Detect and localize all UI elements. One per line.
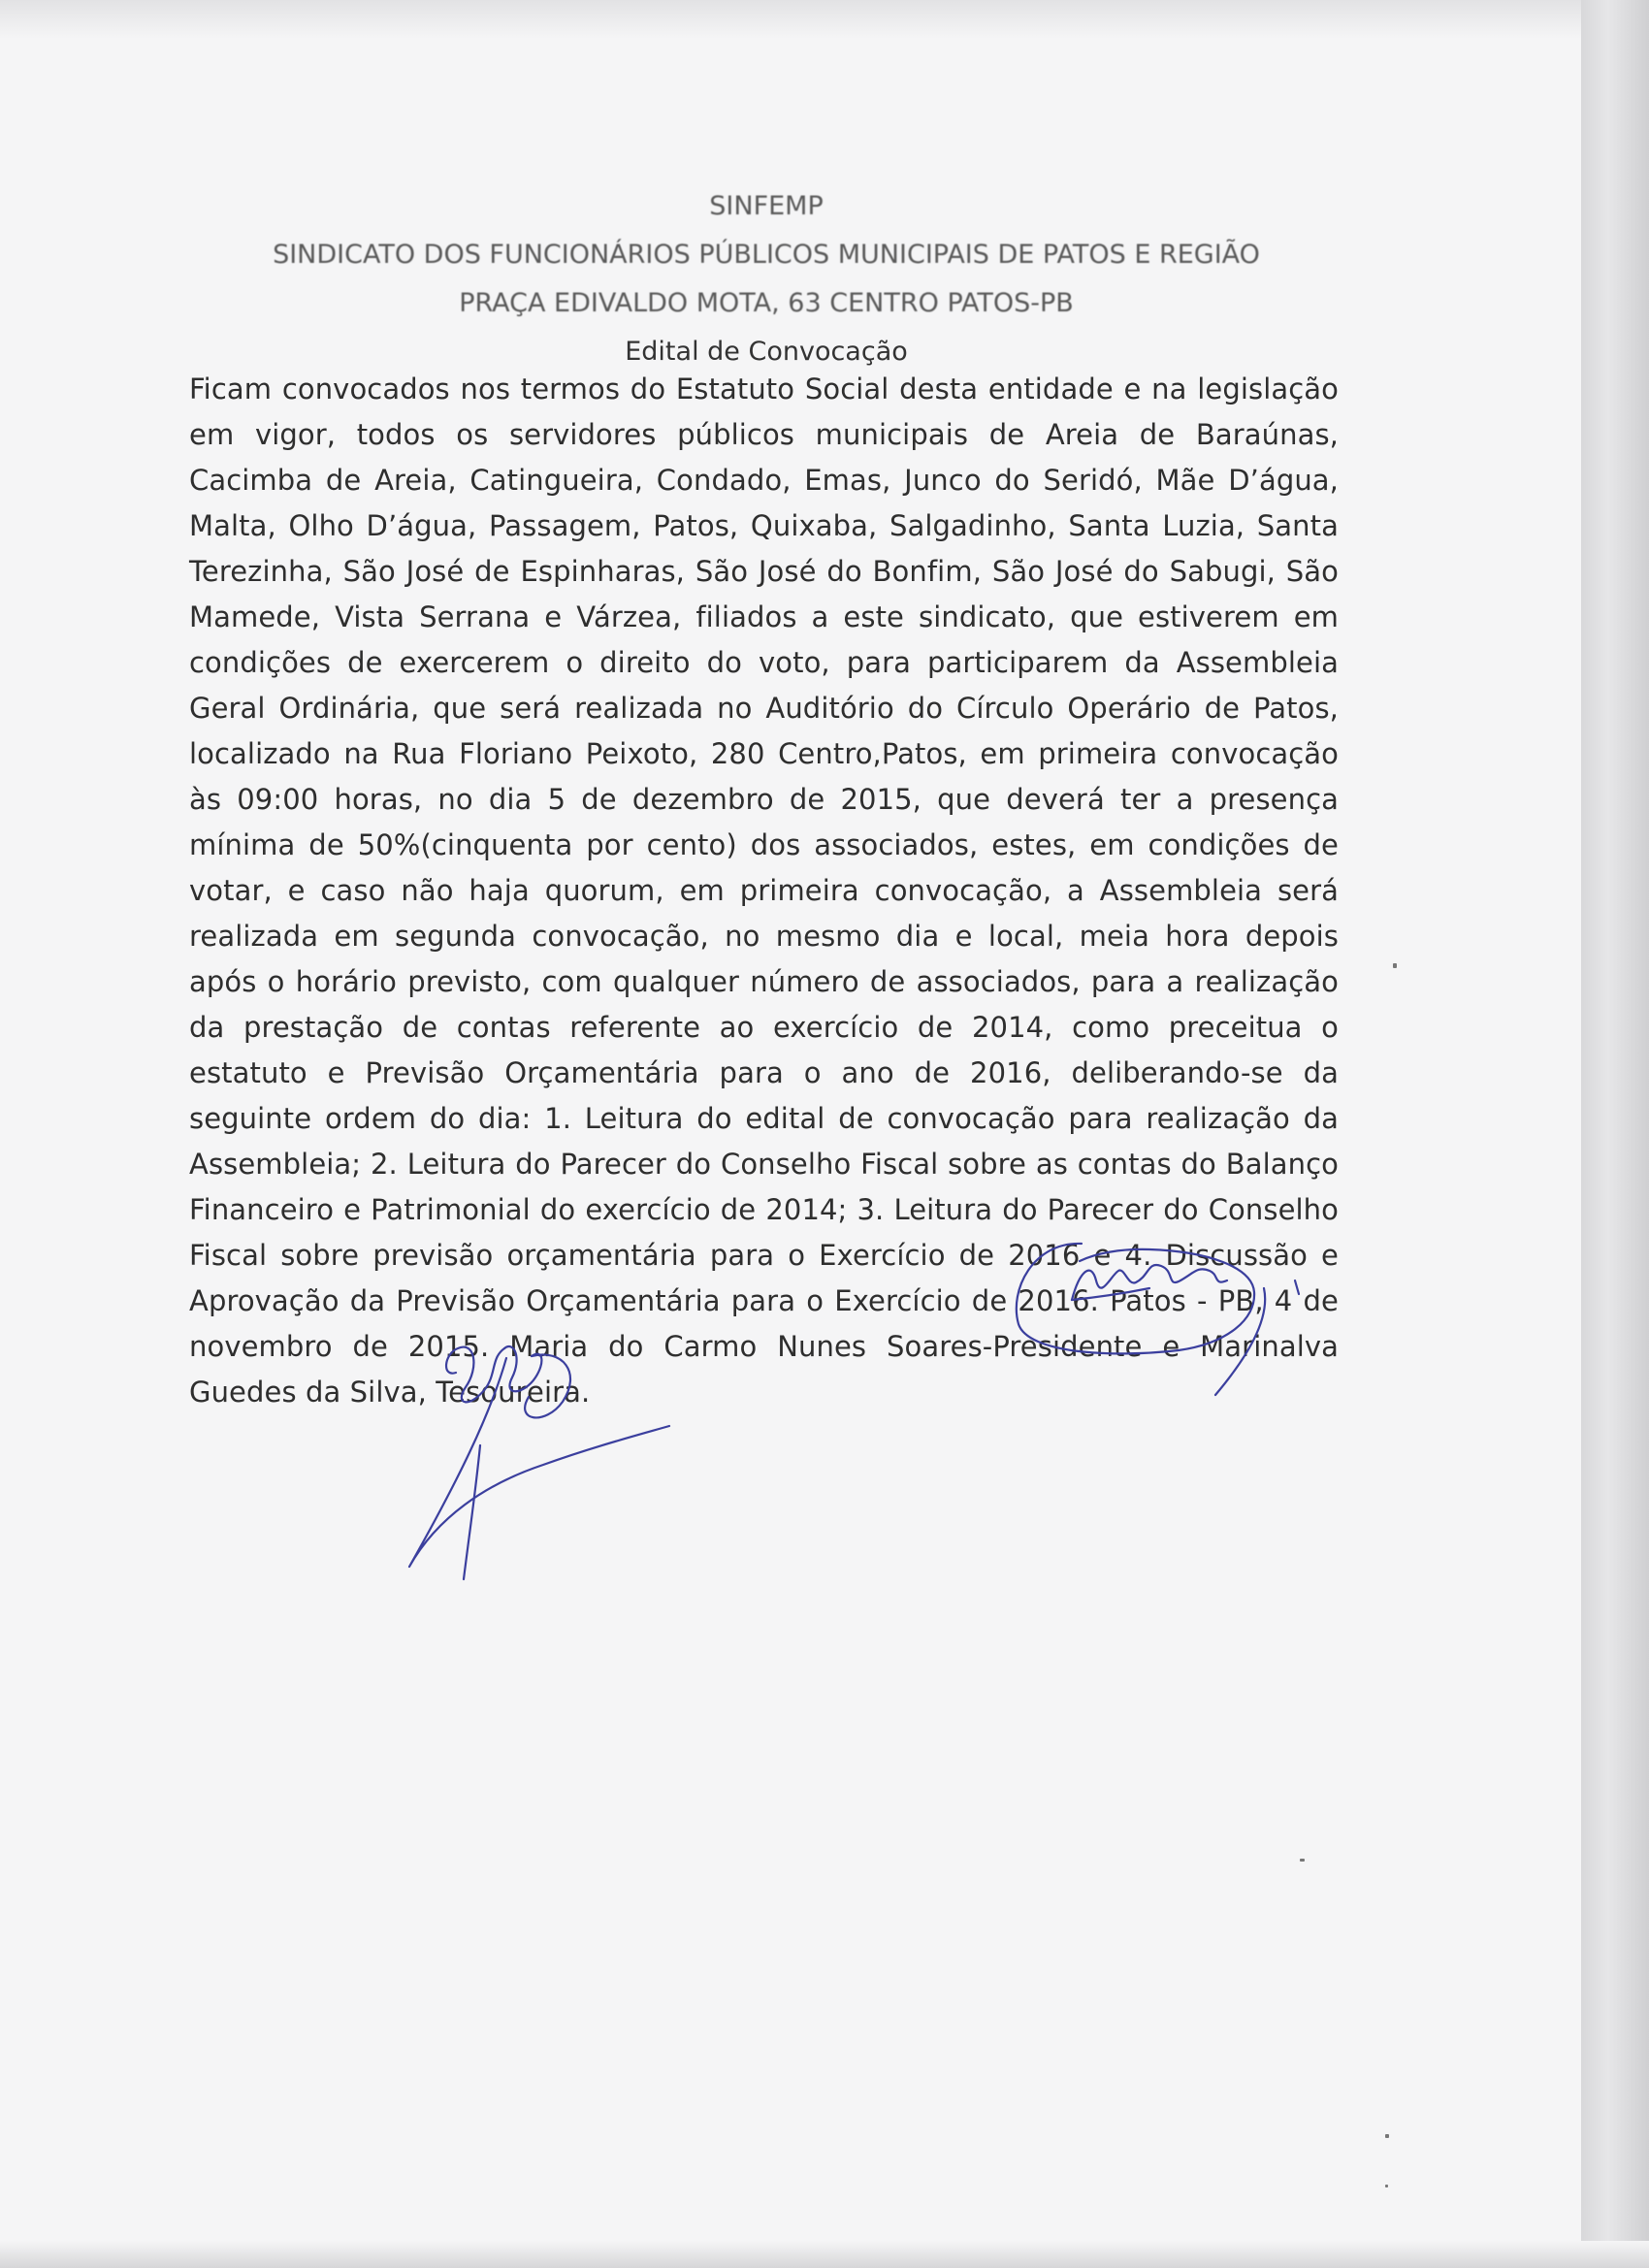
header-address: PRAÇA EDIVALDO MOTA, 63 CENTRO PATOS-PB	[459, 288, 1074, 318]
header-acronym: SINFEMP	[709, 191, 824, 221]
scan-speck	[1393, 963, 1397, 968]
scan-edge-bottom	[0, 2241, 1649, 2268]
document-title: Edital de Convocação	[625, 337, 908, 367]
scan-edge-right	[1581, 0, 1649, 2268]
body-paragraph: Ficam convocados nos termos do Estatuto Social desta entidade e na legislação em vigor, todos os servidores públicos municipais de Areia de Baraúnas, Cacimba de Areia, Catingueira, Condado, Emas, Junco do Seridó, Mãe D’água, Malta, Olho D’água, Passagem, Patos, Quixaba, Salgadinho, Santa Luzia, Santa Terezinha, São José de Espinharas, São José do Bonfim, São José do Sabugi, São Mamede, Vista Serrana e Várzea, filiados a este sindicato, que estiverem em condições de exercerem o direito do voto, para participarem da Assembleia Geral Ordinária, que será realizada no Auditório do Círculo Operário de Patos, localizado na Rua Floriano Peixoto, 280 Centro,Patos, em primeira convocação às 09:00 horas, no dia 5 de dezembro de 2015, que deverá ter a presença mínima de 50%(cinquenta por cento) dos associados, estes, em condições de votar, e caso não haja quorum, em primeira convocação, a Assembleia será realizada em segunda convocação, no mesmo dia e local, meia hora depois após o horário previsto, com qualquer número de associados, para a realização da prestação de contas referente ao exercício de 2014, como preceitua o estatuto e Previsão Orçamentária para o ano de 2016, deliberando-se da seguinte ordem do dia: 1. Leitura do edital de convocação para realização da Assembleia; 2. Leitura do Parecer do Conselho Fiscal sobre as contas do Balanço Financeiro e Patrimonial do exercício de 2014; 3. Leitura do Parecer do Conselho Fiscal sobre previsão orçamentária para o Exercício de 2016 e 4. Discussão e Aprovação da Previsão Orçamentária para o Exercício de 2016. Patos - PB, 4 de novembro de 2015. Maria do Carmo Nunes Soares-Presidente e Marinalva Guedes da Silva, Tesoureira.	[189, 373, 1339, 1409]
document-header	[184, 182, 1348, 376]
scan-edge-top	[0, 0, 1649, 39]
scan-speck	[1385, 2134, 1389, 2138]
header-organization: SINDICATO DOS FUNCIONÁRIOS PÚBLICOS MUNICIPAIS DE PATOS E REGIÃO	[273, 240, 1260, 270]
scan-speck	[1385, 2185, 1388, 2187]
document-body	[189, 367, 1339, 1415]
scan-speck	[1300, 1859, 1305, 1862]
